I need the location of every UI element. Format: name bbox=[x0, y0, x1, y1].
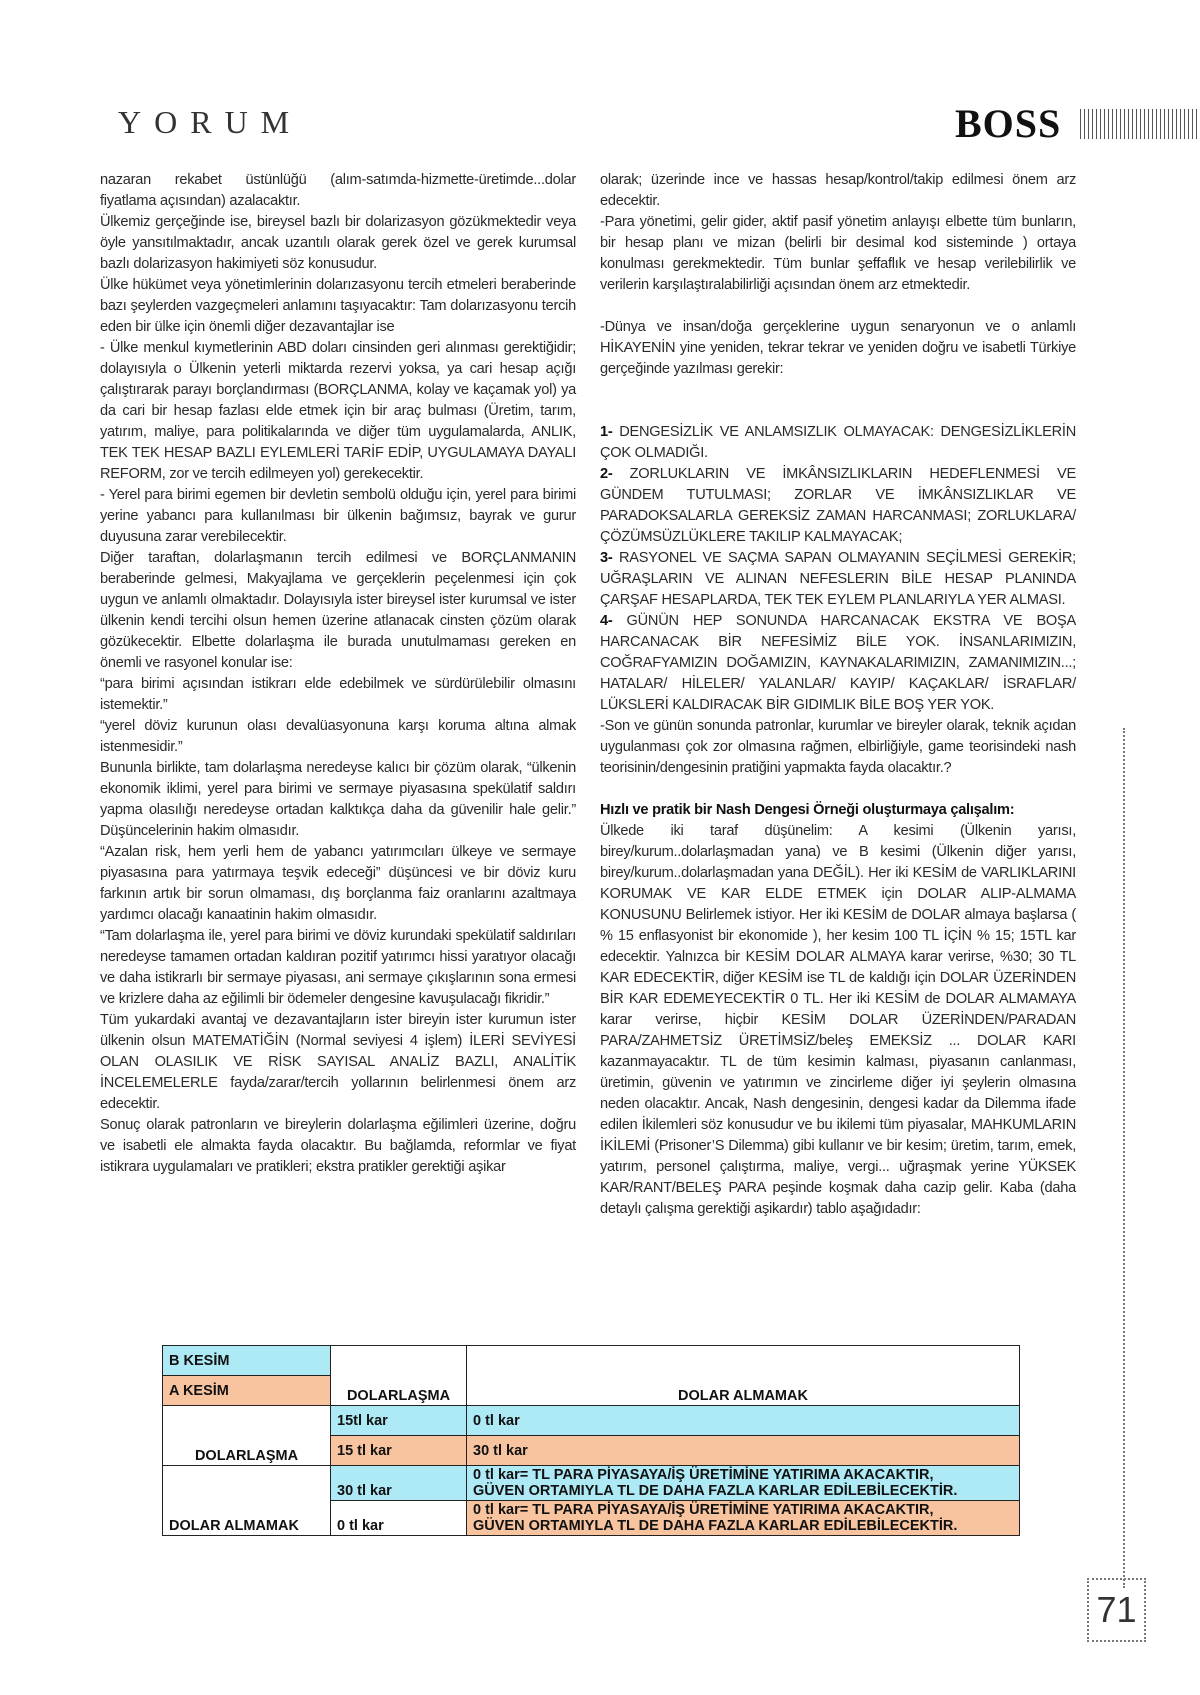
paragraph: Diğer taraftan, dolarlaşmanın tercih edilmesi ve BORÇLANMANIN beraberinde gelmesi, Makyajlama ve gerçeklerin peçelenmesi için çok uygun ve anlamlı olmaktadır. Dolayısıyla ister bireysel ister kurumsal ve ister ülkenin kendi tercihi olsun hemen üzerine atlanacak cinsten çözüm olarak gözükecektir. Elbette dolarlaşma ile burada unutulmaması gereken en önemli ve rasyonel konular ise: bbox=[100, 550, 576, 671]
table-cell: 0 tl kar bbox=[331, 1501, 467, 1536]
col-header-dolar-almamak: DOLAR ALMAMAK bbox=[467, 1346, 1020, 1406]
quote-paragraph: “Tam dolarlaşma ile, yerel para birimi ve döviz kurundaki spekülatif saldırıları neredeyse tamamen ortadan kaldıran pozitif yatırımcı hissi yaratıyor olacağı ve daha istikrarlı bir sermaye piyasası, ani sermaye çıkışlarının sona ermesi ve krizlere daha az eğilimli bir ödemeler dengesine kavuşulacağı fikridir.” bbox=[100, 928, 576, 1007]
paragraph: Sonuç olarak patronların ve bireylerin dolarlaşma eğilimleri üzerine, doğru ve isabetli ele almakta fayda olacaktır. Bu bağlamda, reformlar ve fiyat istikrara uygulamaları ve pratikleri; ekstra pratikler gerektiği aşikar bbox=[100, 1117, 576, 1175]
table-cell: 30 tl kar bbox=[467, 1436, 1020, 1466]
numbered-item bbox=[600, 422, 1076, 464]
a-kesim-label: A KESİM bbox=[163, 1376, 331, 1406]
col-header-dolarlasma: DOLARLAŞMA bbox=[331, 1346, 467, 1406]
right-column bbox=[600, 170, 1076, 1220]
item-text: ZORLUKLARIN VE İMKÂNSIZLIKLARIN HEDEFLENMESİ VE GÜNDEM TUTULMASI; ZORLAR VE İMKÂNSIZLIKLAR VE PARADOKSALARLA GEREKSİZ ZAMAN HARCANMASI; ZORLUKLARA/ÇÖZÜMSÜZLÜKLERE TAKILIP KALMAYACAK; bbox=[600, 466, 1076, 545]
numbered-item bbox=[600, 464, 1076, 548]
table-cell: 15 tl kar bbox=[331, 1436, 467, 1466]
item-text: DENGESİZLİK VE ANLAMSIZLIK OLMAYACAK: DENGESİZLİKLERİN ÇOK OLMADIĞI. bbox=[600, 424, 1076, 461]
dotted-divider bbox=[1123, 728, 1125, 1588]
paragraph: - Yerel para birimi egemen bir devletin sembolü olduğu için, yerel para birimi yerine yabancı para kullanılması bir ülkenin bağımsız, bayrak ve gurur duyusuna zarar verebilecektir. bbox=[100, 487, 576, 545]
paragraph: Tüm yukardaki avantaj ve dezavantajların ister bireyin ister kurumun ister ülkenin olsun MATEMATİĞİN (Normal seviyesi 4 işlem) İLERİ SEVİYESİ OLAN OLASILIK VE RİSK SAYISAL ANALİZ BAZLI, ANALİTİK İNCELEMELERLE fayda/zarar/tercih yollarının belirlenmesi önem arz edecektir. bbox=[100, 1012, 576, 1112]
cell-line: GÜVEN ORTAMIYLA TL DE DAHA FAZLA KARLAR EDİLEBİLECEKTİR. bbox=[473, 1518, 958, 1534]
paragraph: Ülke hükümet veya yönetimlerinin dolarızasyonu tercih etmeleri beraberinde bazı şeylerden vazgeçmeleri anlamını taşıyacaktır: Tam dolarızasyonu tercih eden bir ülke için önemli diğer dezavantajlar ise bbox=[100, 277, 576, 335]
magazine-logo: BOSS bbox=[955, 101, 1062, 146]
quote-paragraph: “yerel döviz kurunun olası devalüasyonuna karşı koruma altına almak istenmesidir.” bbox=[100, 718, 576, 755]
paragraph: Ülkede iki taraf düşünelim: A kesimi (Ülkenin yarısı, birey/kurum..dolarlaşmadan yana) ve B kesimi (Ülkenin diğer yarısı, birey/kurum..dolarlaşmadan yana DEĞİL). Her iki KESİM de VARLIKLARINI KORUMAK VE KAR ELDE ETMEK için DOLAR ALIP-ALMAMA KONUSUNU Belirlemek istiyor. Her iki KESİM de DOLAR almaya başlarsa ( % 15 enflasyonist bir ekonomide ), her kesim 100 TL İÇİN % 15; 15TL kar edecektir. Yalnızca bir KESİM DOLAR ALMAYA karar verirse, %30; 30 TL KAR EDECEKTİR, diğer KESİM ise TL de kaldığı için DOLAR ÜZERİNDEN BİR KAR EDEMEYECEKTİR 0 TL. Her iki KESİM de DOLAR ALMAMAYA karar verirse, hiçbir KESİM DOLAR ÜZERİNDEN/PARADAN PARA/ZAHMETSİZ ÜRETİMSİZ/beleş EMEKSİZ ... DOLAR KARI kazanmayacaktır. TL de tüm kesimin kalması, piyasanın canlanması, üretimin, güvenin ve yatırımın ve zincirleme diğer iyi şeylerin olmasına neden olacaktır. Ancak, Nash dengesinin, dengesi kadar da Dilemma ifade edilen İkilemleri söz konusudur ve bu ikilemi tüm piyasalar, MAHKUMLARIN İKİLEMİ (Prisoner’S Dilemma) gibi kullanır ve bir kesim; üretim, tarım, emek, yatırım, personel çalıştırma, maliye, vergi... uğraşmak yerine YÜKSEK KAR/RANT/BELEŞ PARA peşinde koşmak daha cazip gelir. Kaba (daha detaylı çalışma gerektiği aşikardır) tablo aşağıdadır: bbox=[600, 823, 1076, 1217]
item-number: 1- bbox=[600, 424, 613, 440]
paragraph: -Para yönetimi, gelir gider, aktif pasif yönetim anlayışı elbette tüm bunların, bir hesap planı ve mizan (belirli bir desimal kod sisteminde ) ortaya konulması gerekmektedir. Tüm bunlar şeffaflık ve hesap verilebilirlik ve verilerin karşılaştıralabilirliği açısından önem arz etmektedir. bbox=[600, 214, 1076, 293]
section-title: YORUM bbox=[118, 104, 303, 140]
page-number: 71 bbox=[1087, 1578, 1146, 1642]
paragraph: -Son ve günün sonunda patronlar, kurumlar ve bireyler olarak, teknik açıdan uygulanması çok zor olmasına rağmen, elbirliğiyle, game teorisindeki nash teorisinin/dengesinin pratiğini yapmakta fayda olacaktır.? bbox=[600, 718, 1076, 776]
numbered-item bbox=[600, 611, 1076, 716]
nash-equilibrium-table bbox=[162, 1345, 1020, 1536]
paragraph: -Dünya ve insan/doğa gerçeklerine uygun senaryonun ve o anlamlı HİKAYENİN yine yeniden, tekrar tekrar ve yeniden doğru ve isabetli Türkiye gerçeğinde yazılması gerekir: bbox=[600, 319, 1076, 377]
numbered-item bbox=[600, 548, 1076, 611]
table-cell: 30 tl kar bbox=[331, 1466, 467, 1501]
cell-line: 0 tl kar= TL PARA PİYASAYA/İŞ ÜRETİMİNE YATIRIMA AKACAKTIR, bbox=[473, 1467, 934, 1483]
paragraph: olarak; üzerinde ince ve hassas hesap/kontrol/takip edilmesi önem arz edecektir. bbox=[600, 172, 1076, 209]
table-cell bbox=[467, 1466, 1020, 1501]
table-cell: 0 tl kar bbox=[467, 1406, 1020, 1436]
item-number: 2- bbox=[600, 466, 613, 482]
row-header-dolarlasma: DOLARLAŞMA bbox=[163, 1406, 331, 1466]
b-kesim-label: B KESİM bbox=[163, 1346, 331, 1376]
paragraph: Bununla birlikte, tam dolarlaşma neredeyse kalıcı bir çözüm olarak, “ülkenin ekonomik iklimi, yerel para birimi ve sermaye piyasasına spekülatif saldırı yapma olasılığı neredeyse ortadan kalktıkça daha da güvenilir hale gelir.” Düşüncelerinin hakim olmasıdır. bbox=[100, 760, 576, 839]
row-header-dolar-almamak: DOLAR ALMAMAK bbox=[163, 1466, 331, 1536]
table-cell: 15tl kar bbox=[331, 1406, 467, 1436]
barcode-decoration bbox=[1080, 109, 1198, 139]
item-text: RASYONEL VE SAÇMA SAPAN OLMAYANIN SEÇİLMESİ GEREKİR; UĞRAŞLARIN VE ALINAN NEFESLERIN BİLE HESAP PLANINDA ÇARŞAF HESAPLARDA, TEK TEK EYLEM PLANLARIYLA YER ALMASI. bbox=[600, 550, 1076, 608]
cell-line: 0 tl kar= TL PARA PİYASAYA/İŞ ÜRETİMİNE YATIRIMA AKACAKTIR, bbox=[473, 1502, 934, 1518]
left-column bbox=[100, 170, 576, 1178]
paragraph: nazaran rekabet üstünlüğü (alım-satımda-hizmette-üretimde...dolar fiyatlama açısından) azalacaktır. bbox=[100, 172, 576, 209]
paragraph: - Ülke menkul kıymetlerinin ABD doları cinsinden geri alınması gerektiğidir; dolayısıyla o Ülkenin yeterli miktarda rezervi yoksa, ya cari hesap açığı çalıştırarak parayı borçlandırması (BORÇLANMA, kolay ve kaçamak yol) ya da cari bir hesap fazlası elde etmek için bir araç bulması (Üretim, tarım, yatırım, maliye, para politikalarında ve diğer tüm uygulamalarda, ANLIK, TEK TEK HESAP BAZLI EYLEMLERİ TARİF EDİP, UYGULAMAYA DAYALI REFORM, zor ve tercih edilmeyen yol) gerekecektir. bbox=[100, 340, 576, 482]
item-text: GÜNÜN HEP SONUNDA HARCANACAK EKSTRA VE BOŞA HARCANACAK BİR NEFESİMİZ BİLE YOK. İNSANLARIMIZIN, COĞRAFYAMIZIN DOĞAMIZIN, KAYNAKALARIMIZIN, ZAMANIMIZIN...; HATALAR/ HİLELER/ YALANLAR/ KAYIP/ KAÇAKLAR/ İSRAFLAR/ LÜKSLERİ KALDIRACAK BİR GIDIMLIK BİLE BOŞ YER YOK. bbox=[600, 613, 1076, 713]
quote-paragraph: “para birimi açısından istikrarı elde edebilmek ve sürdürülebilir olmasını istemektir.” bbox=[100, 676, 576, 713]
item-number: 4- bbox=[600, 613, 613, 629]
nash-table-wrapper bbox=[162, 1345, 1020, 1536]
cell-line: GÜVEN ORTAMIYLA TL DE DAHA FAZLA KARLAR EDİLEBİLECEKTİR. bbox=[473, 1483, 958, 1499]
table-cell bbox=[467, 1501, 1020, 1536]
quote-paragraph: “Azalan risk, hem yerli hem de yabancı yatırımcıları ülkeye ve sermaye piyasasına para yatırmaya teşvik edeceği” düşüncesi ve bir döviz kuru farkının artık bir sorun olmaması, dış borçlanma faiz oranlarını azaltmaya yardımcı olacağı kanaatinin hakim olmasıdır. bbox=[100, 844, 576, 923]
section-heading: Hızlı ve pratik bir Nash Dengesi Örneği oluşturmaya çalışalım: bbox=[600, 802, 1015, 818]
item-number: 3- bbox=[600, 550, 613, 566]
paragraph: Ülkemiz gerçeğinde ise, bireysel bazlı bir dolarizasyon gözükmektedir veya öyle yansıtılmaktadır, ancak uzantılı olarak gerek özel ve gerek kurumsal bazlı dolarizasyon hakimiyeti söz konusudur. bbox=[100, 214, 576, 272]
